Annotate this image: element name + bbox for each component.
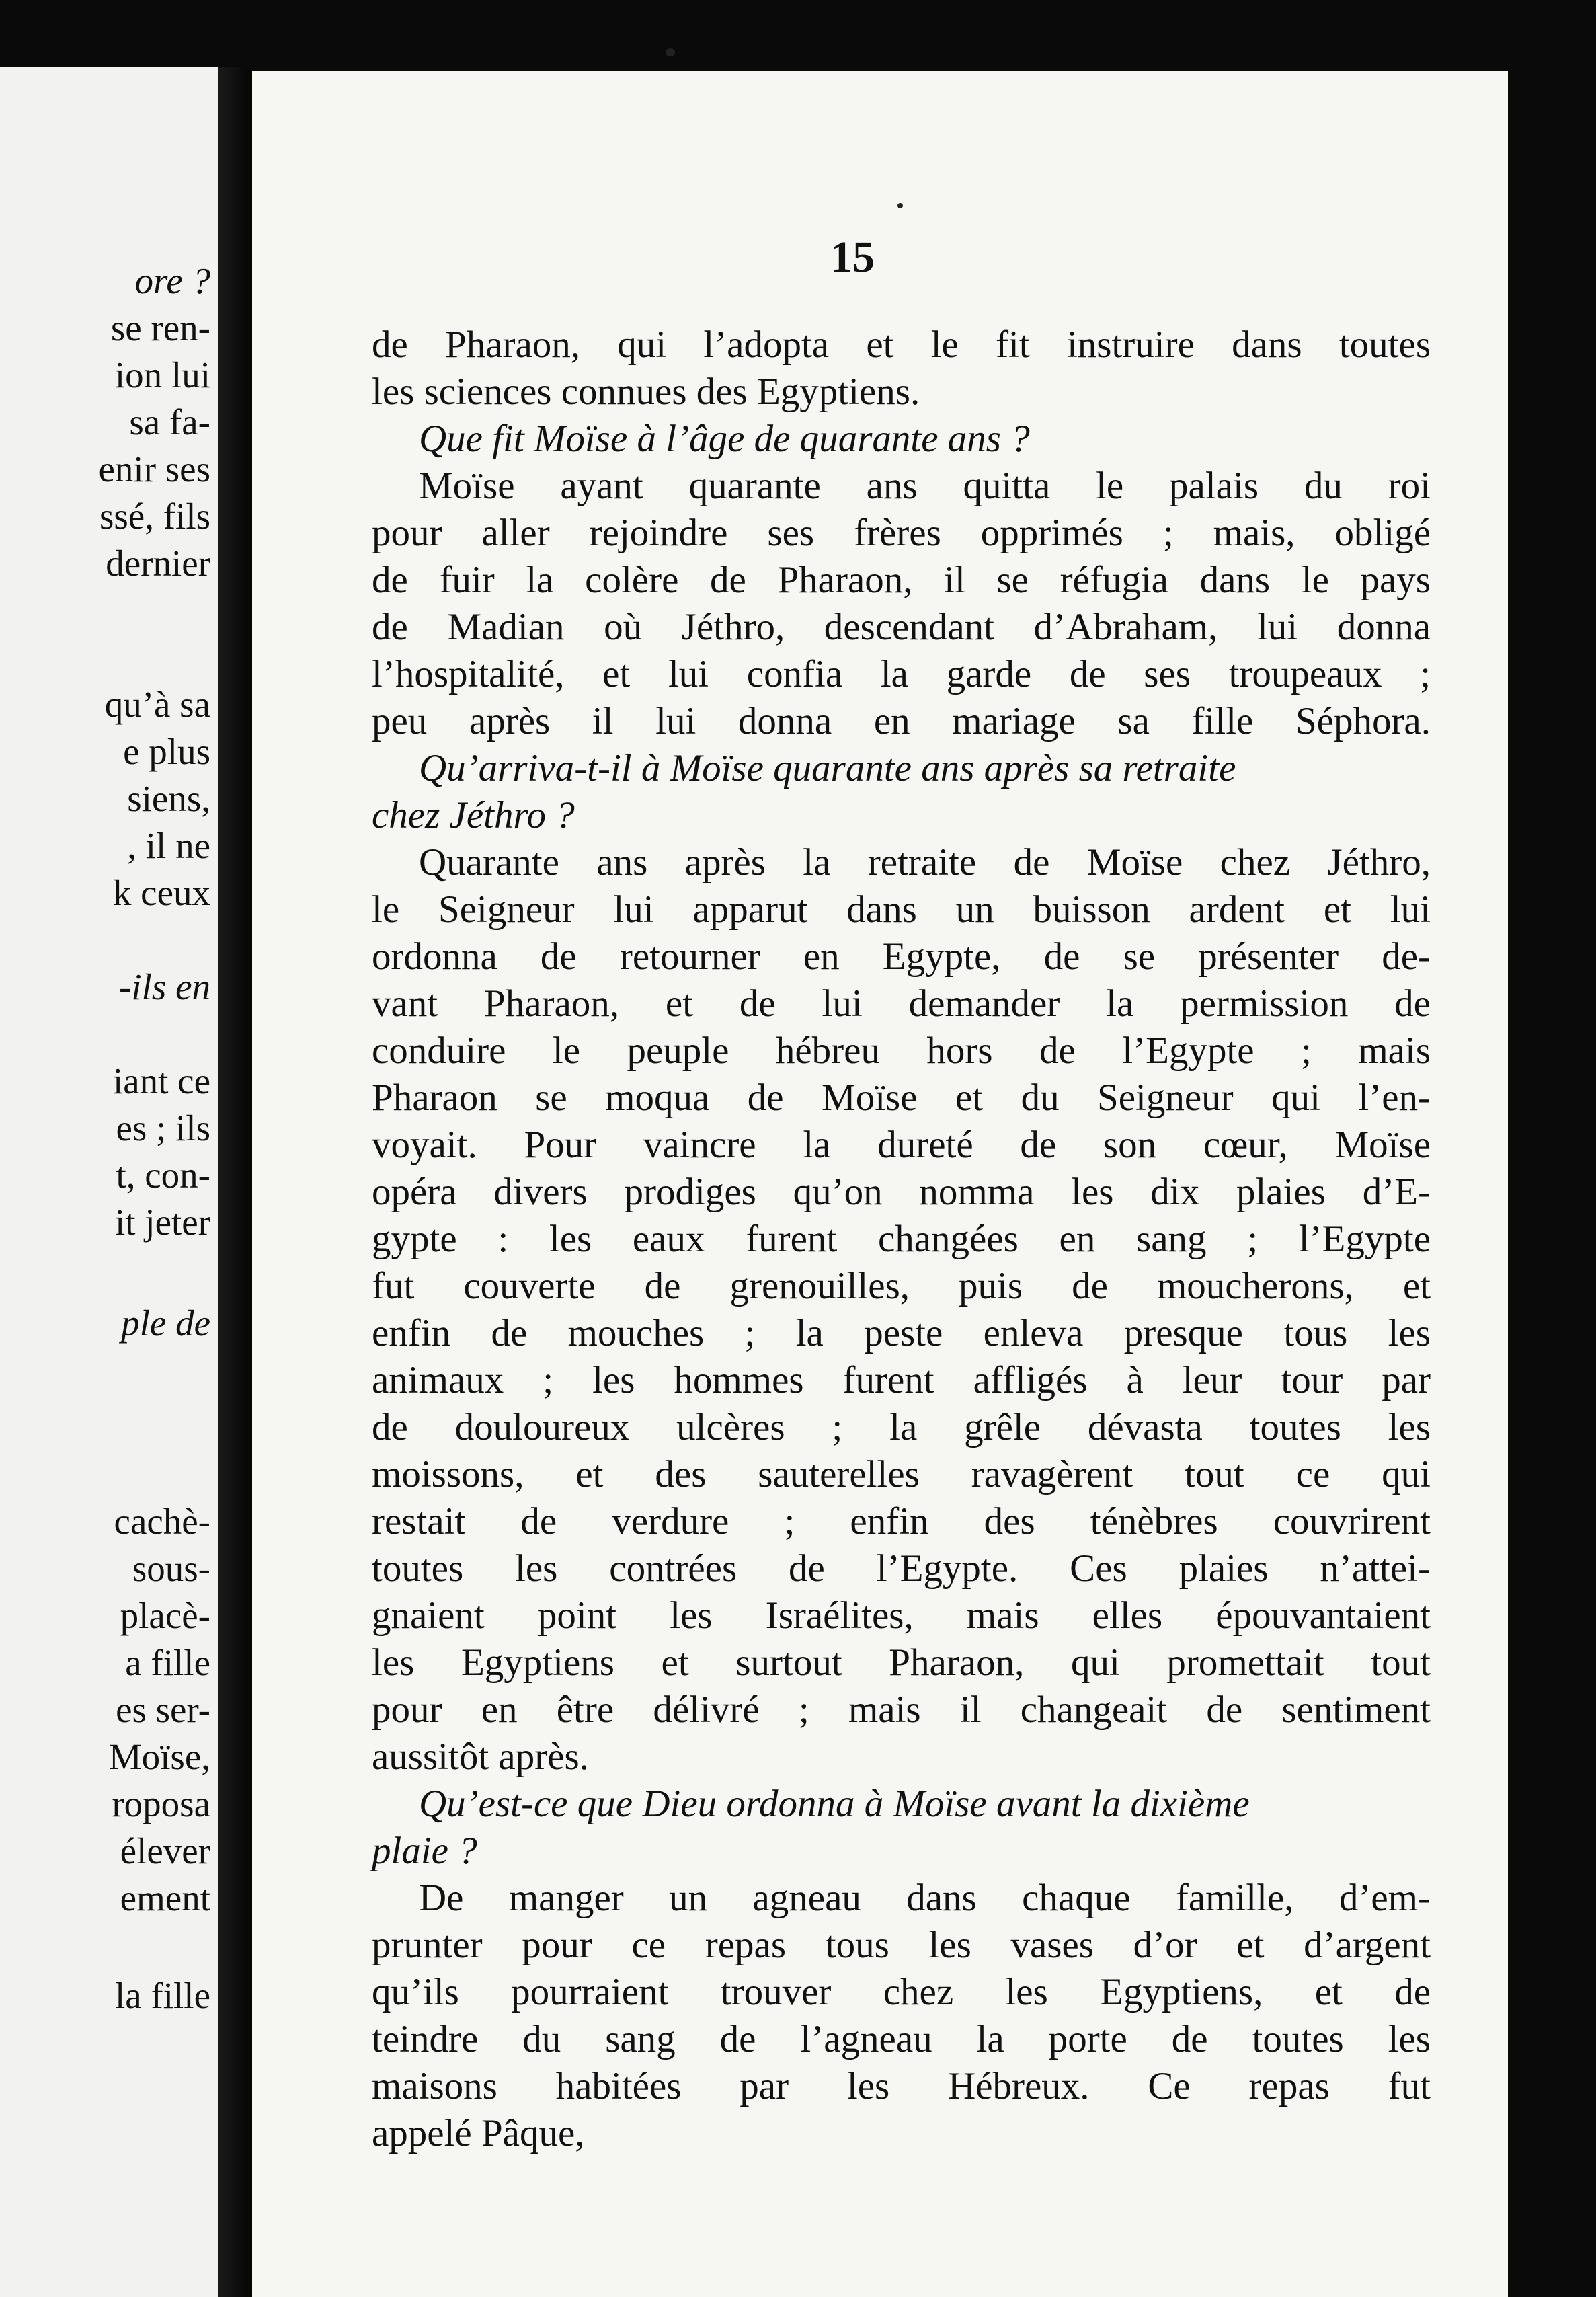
body-line: animaux ; les hommes furent affligés à leur tour par bbox=[372, 1359, 1431, 1401]
left-page-line: t, con- bbox=[116, 1155, 210, 1196]
body-line: de douloureux ulcères ; la grêle dévasta toutes les bbox=[372, 1406, 1431, 1448]
page-body-text bbox=[372, 321, 1431, 2157]
left-page-line: it jeter bbox=[114, 1202, 210, 1243]
body-line: le Seigneur lui apparut dans un buisson ardent et lui bbox=[372, 888, 1431, 931]
body-line: teindre du sang de l’agneau la porte de toutes les bbox=[372, 2018, 1431, 2060]
scan-speck bbox=[897, 203, 903, 208]
body-line: voyait. Pour vaincre la dureté de son cœur, Moïse bbox=[372, 1124, 1431, 1166]
left-page-line: dernier bbox=[106, 543, 210, 584]
question-line: chez Jéthro ? bbox=[372, 794, 575, 836]
left-page-line: ement bbox=[120, 1877, 210, 1918]
question-line: Qu’arriva-t-il à Moïse quarante ans après sa retraite bbox=[419, 747, 1236, 789]
body-line: de fuir la colère de Pharaon, il se réfugia dans le pays bbox=[372, 559, 1431, 601]
body-line: enfin de mouches ; la peste enleva presque tous les bbox=[372, 1312, 1431, 1354]
body-line: Moïse ayant quarante ans quitta le palais du roi bbox=[419, 465, 1431, 507]
left-page-line: e plus bbox=[123, 731, 210, 772]
left-page-line: cachè- bbox=[114, 1501, 210, 1542]
left-page-line: élever bbox=[120, 1830, 210, 1871]
body-line: peu après il lui donna en mariage sa fille Séphora. bbox=[372, 700, 1431, 742]
body-line: appelé Pâque, bbox=[372, 2112, 585, 2154]
book-gutter bbox=[218, 67, 252, 2297]
body-line: De manger un agneau dans chaque famille, d’em- bbox=[419, 1877, 1431, 1919]
left-page-line: siens, bbox=[127, 778, 210, 819]
question-line: Que fit Moïse à l’âge de quarante ans ? bbox=[419, 418, 1030, 460]
left-page-line: Moïse, bbox=[108, 1736, 210, 1777]
left-page-line: se ren- bbox=[110, 307, 210, 348]
left-page-line: placè- bbox=[120, 1595, 210, 1636]
body-line: pour en être délivré ; mais il changeait de sentiment bbox=[372, 1688, 1431, 1731]
body-line: Pharaon se moqua de Moïse et du Seigneur qui l’en- bbox=[372, 1077, 1431, 1119]
left-page-line: ple de bbox=[121, 1302, 210, 1344]
page-number: 15 bbox=[830, 233, 875, 282]
left-page-line: es ; ils bbox=[116, 1107, 210, 1148]
body-line: de Pharaon, qui l’adopta et le fit instruire dans toutes bbox=[372, 323, 1431, 366]
body-line: de Madian où Jéthro, descendant d’Abraham, lui donna bbox=[372, 606, 1431, 648]
left-page bbox=[0, 67, 218, 2297]
left-page-line: ssé, fils bbox=[99, 496, 210, 537]
body-line: Quarante ans après la retraite de Moïse chez Jéthro, bbox=[419, 841, 1431, 884]
left-page-line: qu’à sa bbox=[104, 684, 210, 725]
left-page-line: sa fa- bbox=[129, 401, 210, 442]
left-page-line: roposa bbox=[112, 1783, 210, 1824]
body-line: gnaient point les Israélites, mais elles épouvantaient bbox=[372, 1594, 1431, 1637]
left-page-line: enir ses bbox=[98, 449, 210, 490]
body-line: gypte : les eaux furent changées en sang ; l’Egypte bbox=[372, 1218, 1431, 1260]
left-page-line: k ceux bbox=[112, 872, 210, 913]
left-page-line: ore ? bbox=[134, 260, 210, 301]
left-page-line: sous- bbox=[132, 1548, 210, 1589]
left-page-line: es ser- bbox=[116, 1689, 210, 1730]
body-line: aussitôt après. bbox=[372, 1736, 589, 1778]
left-page-line: iant ce bbox=[112, 1060, 210, 1101]
body-line: les sciences connues des Egyptiens. bbox=[372, 371, 920, 413]
body-line: opéra divers prodiges qu’on nomma les dix plaies d’E- bbox=[372, 1171, 1431, 1213]
body-line: restait de verdure ; enfin des ténèbres couvrirent bbox=[372, 1500, 1431, 1543]
left-page-line: , il ne bbox=[127, 825, 210, 866]
body-line: vant Pharaon, et de lui demander la permission de bbox=[372, 982, 1431, 1025]
body-line: moissons, et des sauterelles ravagèrent tout ce qui bbox=[372, 1453, 1431, 1495]
body-line: prunter pour ce repas tous les vases d’or et d’argent bbox=[372, 1924, 1431, 1966]
left-page-line: -ils en bbox=[119, 966, 210, 1007]
question-line: plaie ? bbox=[372, 1830, 477, 1872]
left-page-line: ion lui bbox=[114, 354, 210, 395]
body-line: qu’ils pourraient trouver chez les Egyptiens, et de bbox=[372, 1971, 1431, 2013]
question-line: Qu’est-ce que Dieu ordonna à Moïse avant la dixième bbox=[419, 1783, 1250, 1825]
body-line: les Egyptiens et surtout Pharaon, qui promettait tout bbox=[372, 1641, 1431, 1684]
body-line: ordonna de retourner en Egypte, de se présenter de- bbox=[372, 935, 1431, 978]
scan-speck bbox=[666, 48, 675, 56]
body-line: toutes les contrées de l’Egypte. Ces plaies n’attei- bbox=[372, 1547, 1431, 1590]
left-page-line: la fille bbox=[114, 1975, 210, 2016]
body-line: fut couverte de grenouilles, puis de moucherons, et bbox=[372, 1265, 1431, 1307]
page-edge-shadow bbox=[1508, 71, 1596, 2297]
body-line: conduire le peuple hébreu hors de l’Egypte ; mais bbox=[372, 1029, 1431, 1072]
body-line: maisons habitées par les Hébreux. Ce repas fut bbox=[372, 2065, 1431, 2107]
left-page-line: a fille bbox=[125, 1642, 210, 1683]
body-line: l’hospitalité, et lui confia la garde de ses troupeaux ; bbox=[372, 653, 1431, 695]
body-line: pour aller rejoindre ses frères opprimés ; mais, obligé bbox=[372, 512, 1431, 554]
